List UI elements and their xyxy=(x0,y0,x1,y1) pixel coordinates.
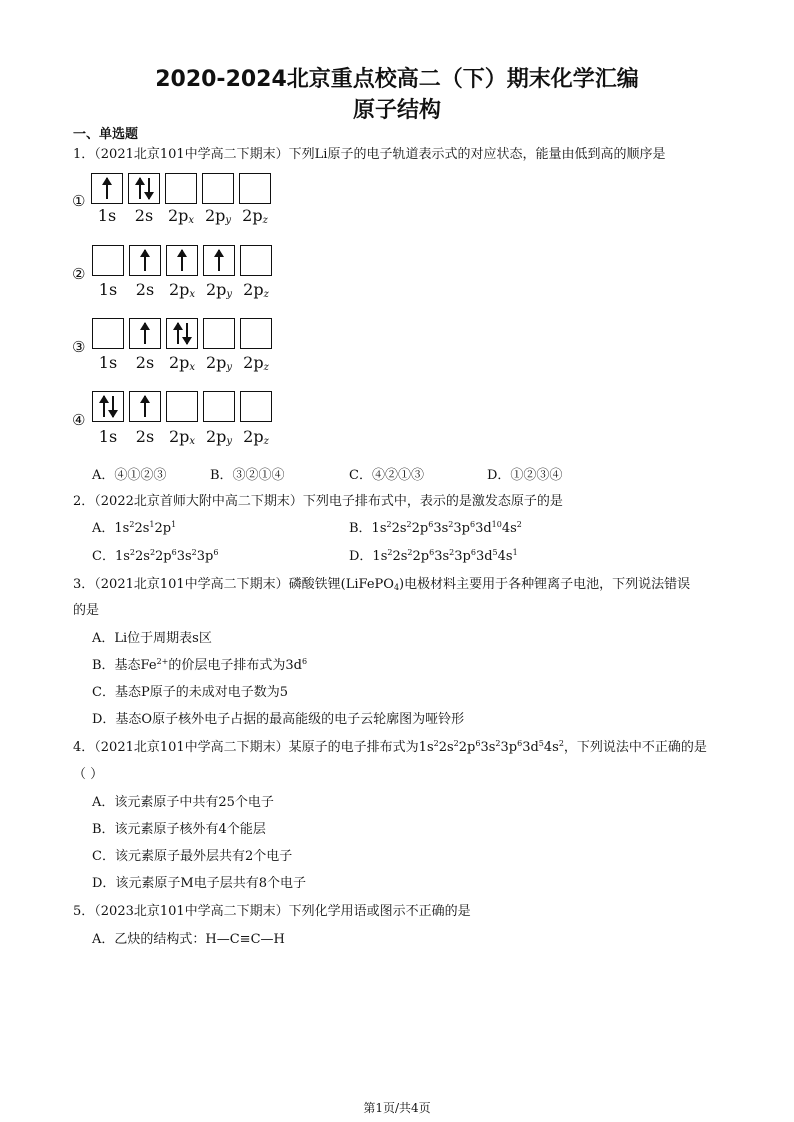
orbital-box xyxy=(240,318,272,349)
page-subtitle: 原子结构 xyxy=(352,98,441,123)
spin-down-arrow-icon xyxy=(112,396,114,417)
spin-up-arrow-icon xyxy=(144,323,146,344)
orbital-box xyxy=(166,245,198,276)
orbital-label: $2p_x$ xyxy=(168,427,196,447)
q4-option-d: D．该元素原子M电子层共有8个电子 xyxy=(92,876,307,891)
q1-option-a: A．④①②③ xyxy=(92,468,167,483)
orbital-label: 1s xyxy=(98,353,118,372)
spin-down-arrow-icon xyxy=(186,323,188,344)
spin-up-arrow-icon xyxy=(139,178,141,199)
orbital-label: 2s xyxy=(135,353,155,372)
spin-up-arrow-icon xyxy=(177,323,179,344)
q1-stem: 1．（2021北京101中学高二下期末）下列Li原子的电子轨道表示式的对应状态，能量由低到高的顺序是 xyxy=(73,147,666,162)
q4-option-a: A．该元素原子中共有25个电子 xyxy=(92,795,274,810)
q4-stem: 4．（2021北京101中学高二下期末）某原子的电子排布式为$1s^22s^22p^63s^23p^63d^54s^2$，下列说法中不正确的是 xyxy=(73,739,707,755)
q3-stem: 3．（2021北京101中学高二下期末）磷酸铁锂(LiFePO$_4$)电极材料主要用于各种锂离子电池，下列说法错误 xyxy=(73,577,691,592)
orbital-label: $2p_z$ xyxy=(243,427,269,447)
q4-stem-line2: （ ） xyxy=(73,767,104,782)
diagram-label: ② xyxy=(72,265,86,283)
orbital-label: $2p_y$ xyxy=(205,353,233,373)
orbital-box xyxy=(128,173,160,204)
page-title: 2020-2024北京重点校高二（下）期末化学汇编 xyxy=(155,67,639,92)
orbital-box xyxy=(239,173,271,204)
orbital-label: $2p_y$ xyxy=(205,280,233,300)
orbital-label: $2p_x$ xyxy=(168,353,196,373)
q2-option-d: D．$1s^22s^22p^63s^23p^63d^54s^1$ xyxy=(349,548,518,564)
q2-option-c: C．$1s^22s^22p^63s^23p^6$ xyxy=(92,548,219,564)
orbital-label: 2s xyxy=(135,280,155,299)
q5-option-a: A．乙炔的结构式：H—C≡C—H xyxy=(92,932,285,947)
orbital-box xyxy=(166,318,198,349)
orbital-label: 1s xyxy=(97,206,117,225)
orbital-box xyxy=(91,173,123,204)
orbital-box xyxy=(129,391,161,422)
q4-option-c: C．该元素原子最外层共有2个电子 xyxy=(92,849,293,864)
spin-up-arrow-icon xyxy=(181,250,183,271)
q1-option-c: C．④②①③ xyxy=(349,468,424,483)
spin-up-arrow-icon xyxy=(106,178,108,199)
q5-stem: 5．（2023北京101中学高二下期末）下列化学用语或图示不正确的是 xyxy=(73,904,471,919)
q3-option-b: B．基态$Fe^{2+}$的价层电子排布式为$3d^6$ xyxy=(92,657,308,673)
orbital-label: $2p_y$ xyxy=(205,427,233,447)
orbital-label: $2p_z$ xyxy=(243,280,269,300)
q3-option-a: A．Li位于周期表s区 xyxy=(92,631,212,646)
diagram-label: ③ xyxy=(72,338,86,356)
orbital-box xyxy=(92,391,124,422)
q1-option-d: D．①②③④ xyxy=(487,468,563,483)
orbital-label: $2p_z$ xyxy=(242,206,268,226)
q2-stem: 2．（2022北京首师大附中高二下期末）下列电子排布式中，表示的是激发态原子的是 xyxy=(73,494,563,509)
orbital-label: 2s xyxy=(135,427,155,446)
orbital-box xyxy=(240,245,272,276)
diagram-label: ① xyxy=(72,192,86,210)
spin-up-arrow-icon xyxy=(144,250,146,271)
orbital-box xyxy=(129,245,161,276)
section-heading: 一、单选题 xyxy=(73,127,139,142)
orbital-label: 2s xyxy=(134,206,154,225)
orbital-box xyxy=(92,245,124,276)
page-footer: 第1页/共4页 xyxy=(363,1101,431,1115)
orbital-label: 1s xyxy=(98,280,118,299)
orbital-label: $2p_x$ xyxy=(168,280,196,300)
orbital-label: $2p_x$ xyxy=(167,206,195,226)
spin-up-arrow-icon xyxy=(103,396,105,417)
orbital-label: $2p_z$ xyxy=(243,353,269,373)
orbital-box xyxy=(129,318,161,349)
orbital-box xyxy=(240,391,272,422)
orbital-box xyxy=(202,173,234,204)
orbital-box xyxy=(203,391,235,422)
q3-option-c: C．基态P原子的未成对电子数为5 xyxy=(92,685,288,700)
q1-option-b: B．③②①④ xyxy=(210,468,285,483)
q3-stem-line2: 的是 xyxy=(73,603,100,618)
orbital-box xyxy=(92,318,124,349)
q2-option-b: B．$1s^22s^22p^63s^23p^63d^{10}4s^2$ xyxy=(349,520,522,536)
diagram-label: ④ xyxy=(72,411,86,429)
orbital-box xyxy=(203,245,235,276)
q4-option-b: B．该元素原子核外有4个能层 xyxy=(92,822,266,837)
orbital-box xyxy=(165,173,197,204)
q3-option-d: D．基态O原子核外电子占据的最高能级的电子云轮廓图为哑铃形 xyxy=(92,712,465,727)
orbital-box xyxy=(203,318,235,349)
spin-up-arrow-icon xyxy=(144,396,146,417)
orbital-label: $2p_y$ xyxy=(204,206,232,226)
spin-up-arrow-icon xyxy=(218,250,220,271)
orbital-label: 1s xyxy=(98,427,118,446)
orbital-box xyxy=(166,391,198,422)
q2-option-a: A．$1s^22s^12p^1$ xyxy=(92,520,177,536)
spin-down-arrow-icon xyxy=(148,178,150,199)
